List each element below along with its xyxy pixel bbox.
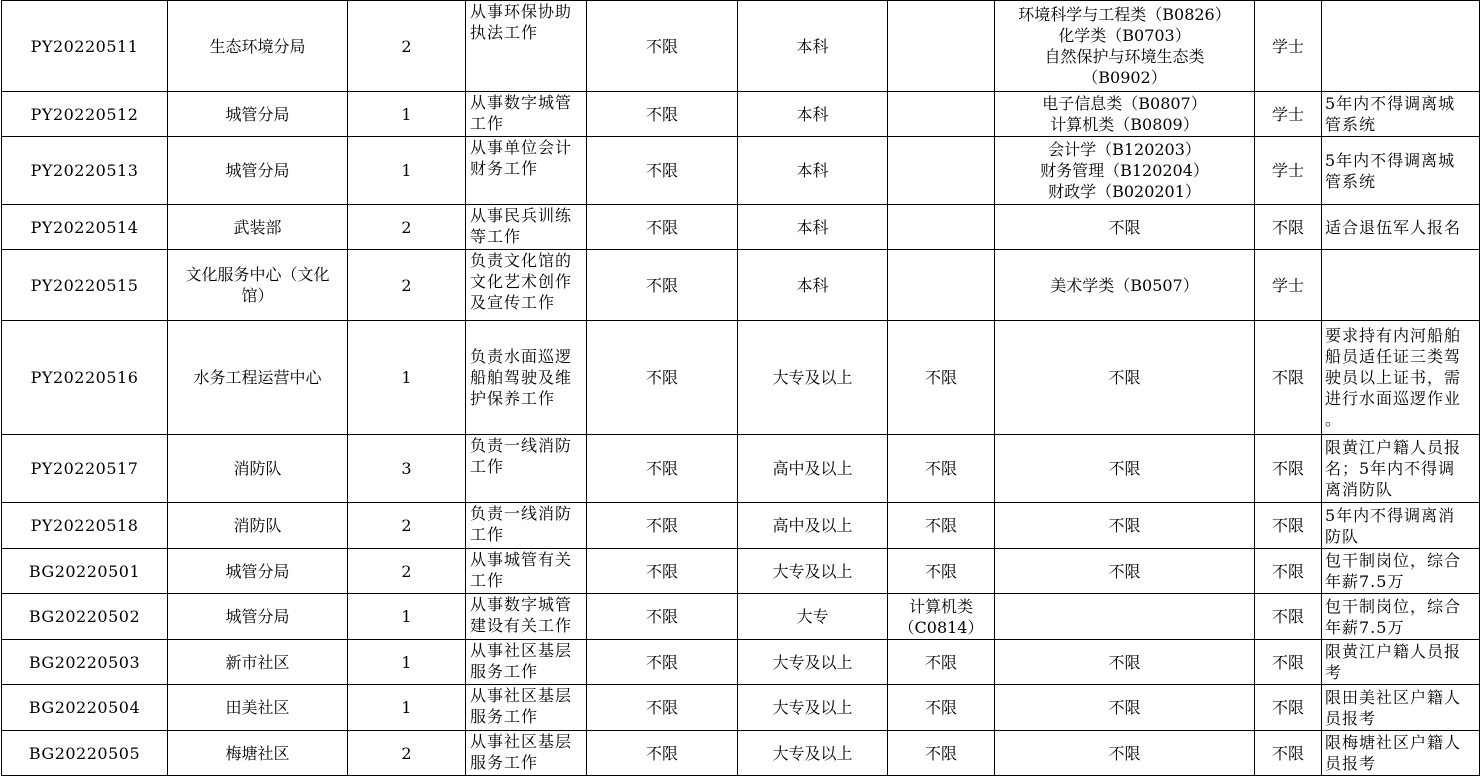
college-major	[888, 1, 995, 92]
table-row	[2, 594, 1480, 640]
table-row	[2, 685, 1480, 731]
remarks: 5年内不得调离城 管系统	[1322, 92, 1480, 137]
education-requirement: 高中及以上	[738, 503, 888, 549]
degree-requirement: 学士	[1255, 137, 1322, 205]
position-code: BG20220501	[2, 549, 168, 594]
remarks	[1322, 250, 1480, 321]
college-major: 计算机类 （C0814）	[888, 594, 995, 640]
table-row	[2, 731, 1480, 776]
age-requirement: 不限	[587, 250, 738, 321]
position-code: PY20220515	[2, 250, 168, 321]
education-requirement: 本科	[738, 205, 888, 250]
hiring-unit: 城管分局	[168, 549, 348, 594]
hiring-unit: 消防队	[168, 503, 348, 549]
education-requirement: 大专及以上	[738, 640, 888, 685]
remarks: 包干制岗位，综合 年薪7.5万	[1322, 594, 1480, 640]
college-major	[888, 92, 995, 137]
hiring-count: 1	[348, 594, 466, 640]
age-requirement: 不限	[587, 1, 738, 92]
education-requirement: 大专及以上	[738, 549, 888, 594]
hiring-count: 1	[348, 640, 466, 685]
position-code: PY20220512	[2, 92, 168, 137]
age-requirement: 不限	[587, 205, 738, 250]
job-duty: 从事环保协助 执法工作	[466, 1, 587, 92]
education-requirement: 本科	[738, 137, 888, 205]
degree-requirement: 不限	[1255, 205, 1322, 250]
position-code: BG20220504	[2, 685, 168, 731]
table-row	[2, 435, 1480, 503]
bachelor-major: 不限	[995, 503, 1255, 549]
education-requirement: 本科	[738, 250, 888, 321]
hiring-count: 2	[348, 250, 466, 321]
job-duty: 负责一线消防 工作	[466, 503, 587, 549]
bachelor-major: 不限	[995, 731, 1255, 776]
job-duty: 从事数字城管 建设有关工作	[466, 594, 587, 640]
college-major: 不限	[888, 731, 995, 776]
degree-requirement: 不限	[1255, 435, 1322, 503]
bachelor-major: 不限	[995, 321, 1255, 435]
education-requirement: 大专及以上	[738, 685, 888, 731]
hiring-count: 1	[348, 321, 466, 435]
age-requirement: 不限	[587, 594, 738, 640]
job-duty: 从事数字城管 工作	[466, 92, 587, 137]
degree-requirement: 不限	[1255, 549, 1322, 594]
position-code: PY20220516	[2, 321, 168, 435]
college-major: 不限	[888, 321, 995, 435]
hiring-unit: 城管分局	[168, 594, 348, 640]
college-major	[888, 205, 995, 250]
education-requirement: 高中及以上	[738, 435, 888, 503]
positions-table	[1, 0, 1480, 776]
bachelor-major: 美术学类（B0507）	[995, 250, 1255, 321]
remarks: 限黄江户籍人员报 名；5年内不得调 离消防队	[1322, 435, 1480, 503]
hiring-count: 2	[348, 731, 466, 776]
age-requirement: 不限	[587, 503, 738, 549]
remarks: 要求持有内河船舶 船员适任证三类驾 驶员以上证书，需 进行水面巡逻作业 。	[1322, 321, 1480, 435]
degree-requirement: 不限	[1255, 594, 1322, 640]
degree-requirement: 不限	[1255, 731, 1322, 776]
hiring-count: 1	[348, 137, 466, 205]
education-requirement: 大专及以上	[738, 731, 888, 776]
hiring-count: 2	[348, 205, 466, 250]
remarks: 限梅塘社区户籍人 员报考	[1322, 731, 1480, 776]
job-duty: 从事城管有关 工作	[466, 549, 587, 594]
age-requirement: 不限	[587, 321, 738, 435]
college-major: 不限	[888, 549, 995, 594]
college-major	[888, 250, 995, 321]
remarks: 限黄江户籍人员报 考	[1322, 640, 1480, 685]
bachelor-major: 会计学（B120203） 财务管理（B120204） 财政学（B020201）	[995, 137, 1255, 205]
degree-requirement: 学士	[1255, 1, 1322, 92]
education-requirement: 大专	[738, 594, 888, 640]
job-duty: 负责文化馆的 文化艺术创作 及宣传工作	[466, 250, 587, 321]
bachelor-major: 不限	[995, 205, 1255, 250]
hiring-unit: 城管分局	[168, 137, 348, 205]
hiring-unit: 田美社区	[168, 685, 348, 731]
degree-requirement: 学士	[1255, 250, 1322, 321]
position-code: BG20220505	[2, 731, 168, 776]
hiring-count: 1	[348, 685, 466, 731]
position-code: BG20220503	[2, 640, 168, 685]
hiring-unit: 消防队	[168, 435, 348, 503]
college-major: 不限	[888, 503, 995, 549]
college-major	[888, 137, 995, 205]
age-requirement: 不限	[587, 137, 738, 205]
degree-requirement: 不限	[1255, 321, 1322, 435]
education-requirement: 大专及以上	[738, 321, 888, 435]
age-requirement: 不限	[587, 685, 738, 731]
remarks: 5年内不得调离城 管系统	[1322, 137, 1480, 205]
hiring-count: 2	[348, 549, 466, 594]
position-code: BG20220502	[2, 594, 168, 640]
college-major: 不限	[888, 685, 995, 731]
education-requirement: 本科	[738, 92, 888, 137]
job-duty: 从事单位会计 财务工作	[466, 137, 587, 205]
degree-requirement: 不限	[1255, 503, 1322, 549]
table-row	[2, 137, 1480, 205]
position-code: PY20220513	[2, 137, 168, 205]
college-major: 不限	[888, 640, 995, 685]
table-row	[2, 250, 1480, 321]
hiring-count: 2	[348, 1, 466, 92]
hiring-unit: 武装部	[168, 205, 348, 250]
age-requirement: 不限	[587, 549, 738, 594]
bachelor-major: 不限	[995, 549, 1255, 594]
table-row	[2, 640, 1480, 685]
remarks: 适合退伍军人报名	[1322, 205, 1480, 250]
hiring-unit: 新市社区	[168, 640, 348, 685]
job-duty: 负责水面巡逻 船舶驾驶及维 护保养工作	[466, 321, 587, 435]
hiring-count: 1	[348, 92, 466, 137]
table-body	[2, 1, 1480, 776]
job-duty: 负责一线消防 工作	[466, 435, 587, 503]
hiring-unit: 水务工程运营中心	[168, 321, 348, 435]
job-duty: 从事民兵训练 等工作	[466, 205, 587, 250]
hiring-unit: 文化服务中心（文化 馆）	[168, 250, 348, 321]
position-code: PY20220517	[2, 435, 168, 503]
age-requirement: 不限	[587, 435, 738, 503]
bachelor-major: 电子信息类（B0807） 计算机类（B0809）	[995, 92, 1255, 137]
position-code: PY20220518	[2, 503, 168, 549]
hiring-count: 2	[348, 503, 466, 549]
remarks: 包干制岗位，综合 年薪7.5万	[1322, 549, 1480, 594]
table-row	[2, 1, 1480, 92]
age-requirement: 不限	[587, 640, 738, 685]
college-major: 不限	[888, 435, 995, 503]
remarks: 限田美社区户籍人 员报考	[1322, 685, 1480, 731]
bachelor-major: 不限	[995, 685, 1255, 731]
position-code: PY20220514	[2, 205, 168, 250]
position-code: PY20220511	[2, 1, 168, 92]
job-duty: 从事社区基层 服务工作	[466, 640, 587, 685]
degree-requirement: 学士	[1255, 92, 1322, 137]
table-row	[2, 92, 1480, 137]
remarks	[1322, 1, 1480, 92]
job-duty: 从事社区基层 服务工作	[466, 685, 587, 731]
hiring-unit: 生态环境分局	[168, 1, 348, 92]
table-row	[2, 549, 1480, 594]
age-requirement: 不限	[587, 731, 738, 776]
degree-requirement: 不限	[1255, 640, 1322, 685]
table-row	[2, 205, 1480, 250]
hiring-unit: 梅塘社区	[168, 731, 348, 776]
degree-requirement: 不限	[1255, 685, 1322, 731]
age-requirement: 不限	[587, 92, 738, 137]
table-row	[2, 321, 1480, 435]
job-duty: 从事社区基层 服务工作	[466, 731, 587, 776]
education-requirement: 本科	[738, 1, 888, 92]
bachelor-major: 环境科学与工程类（B0826） 化学类（B0703） 自然保护与环境生态类 （B0902）	[995, 1, 1255, 92]
hiring-count: 3	[348, 435, 466, 503]
bachelor-major: 不限	[995, 640, 1255, 685]
hiring-unit: 城管分局	[168, 92, 348, 137]
bachelor-major	[995, 594, 1255, 640]
bachelor-major: 不限	[995, 435, 1255, 503]
table-row	[2, 503, 1480, 549]
remarks: 5年内不得调离消 防队	[1322, 503, 1480, 549]
